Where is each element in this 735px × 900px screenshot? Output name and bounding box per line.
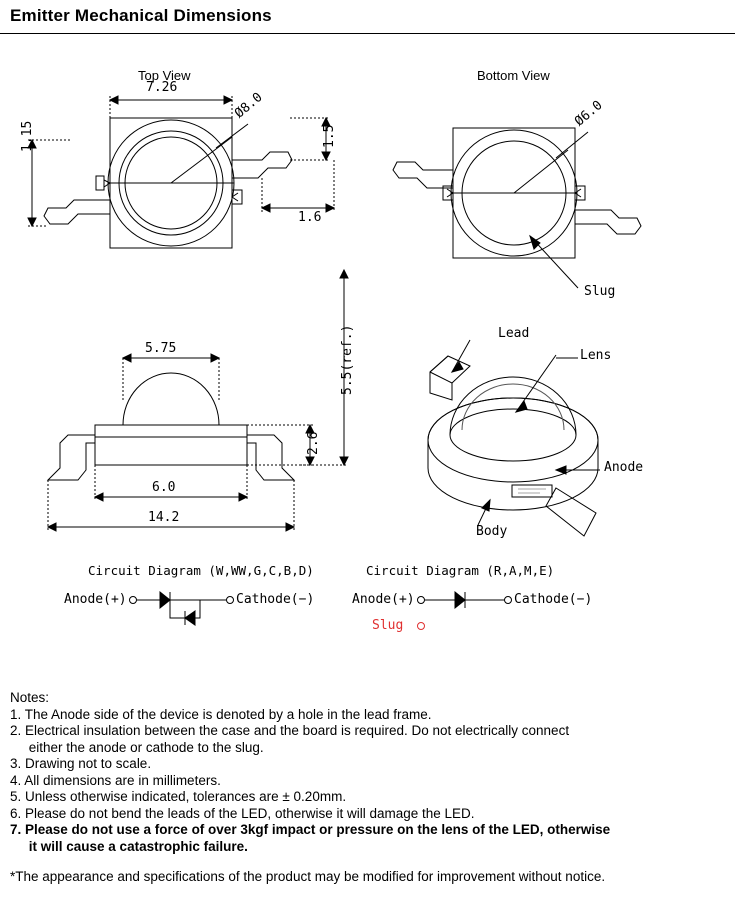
dim-side-total-width: 14.2 bbox=[148, 510, 180, 525]
top-view-drawing bbox=[28, 96, 334, 250]
top-view-title: Top View bbox=[138, 68, 191, 83]
dim-top-right-small: 1.5 bbox=[322, 124, 337, 148]
callout-lead: Lead bbox=[498, 326, 530, 341]
callout-lens: Lens bbox=[580, 348, 612, 363]
notes-block bbox=[10, 690, 710, 886]
callout-slug-bottom: Slug bbox=[584, 284, 616, 299]
note-item-2: 2. Electrical insulation between the case and the board is required. Do not electrically connect bbox=[10, 723, 570, 738]
note-item-7: 7. Please do not use a force of over 3kgf impact or pressure on the lens of the LED, otherwise bbox=[10, 822, 611, 837]
circuit-right-cathode-label: Cathode(−) bbox=[514, 592, 593, 607]
notes-heading: Notes: bbox=[10, 690, 50, 705]
dim-side-height: 2.6 bbox=[306, 431, 321, 455]
page-title: Emitter Mechanical Dimensions bbox=[10, 6, 272, 25]
dim-side-body-width: 6.0 bbox=[152, 480, 176, 495]
bottom-view-title: Bottom View bbox=[477, 68, 550, 83]
circuit-right-slug-label: Slug bbox=[372, 618, 404, 633]
side-view-drawing bbox=[48, 270, 348, 531]
dim-top-diameter: Ø8.0 bbox=[232, 89, 266, 122]
perspective-view-drawing bbox=[428, 340, 600, 536]
callout-anode: Anode bbox=[604, 460, 644, 475]
circuit-left-anode-label: Anode(+) bbox=[64, 592, 127, 607]
notes-footnote: *The appearance and specifications of the product may be modified for improvement without notice. bbox=[10, 869, 606, 884]
note-item-2-cont: either the anode or cathode to the slug. bbox=[10, 739, 264, 755]
callout-body: Body bbox=[476, 524, 508, 539]
note-item-1: 1. The Anode side of the device is denoted by a hole in the lead frame. bbox=[10, 706, 432, 722]
dim-side-lens-width: 5.75 bbox=[145, 341, 177, 356]
circuit-left-title: Circuit Diagram (W,WW,G,C,B,D) bbox=[88, 563, 314, 578]
note-item-3: 3. Drawing not to scale. bbox=[10, 756, 152, 771]
dim-top-lower: 1.6 bbox=[298, 210, 322, 225]
note-item-5: 5. Unless otherwise indicated, tolerances are ± 0.20mm. bbox=[10, 789, 347, 804]
dim-height-ref: 5.5(ref.) bbox=[340, 324, 355, 395]
note-item-7-cont: it will cause a catastrophic failure. bbox=[10, 838, 248, 854]
dim-top-left-small: 1.15 bbox=[20, 120, 35, 152]
bottom-view-drawing bbox=[393, 128, 641, 288]
circuit-left-cathode-label: Cathode(−) bbox=[236, 592, 315, 607]
dim-bottom-diameter: Ø6.0 bbox=[572, 97, 606, 130]
circuit-diagram-right bbox=[418, 592, 512, 630]
circuit-right-anode-label: Anode(+) bbox=[352, 592, 415, 607]
note-item-6: 6. Please do not bend the leads of the LED, otherwise it will damage the LED. bbox=[10, 805, 475, 821]
circuit-diagram-left bbox=[130, 592, 234, 625]
dim-top-width: 7.26 bbox=[146, 80, 178, 95]
circuit-right-title: Circuit Diagram (R,A,M,E) bbox=[366, 563, 555, 578]
note-item-4: 4. All dimensions are in millimeters. bbox=[10, 772, 221, 788]
